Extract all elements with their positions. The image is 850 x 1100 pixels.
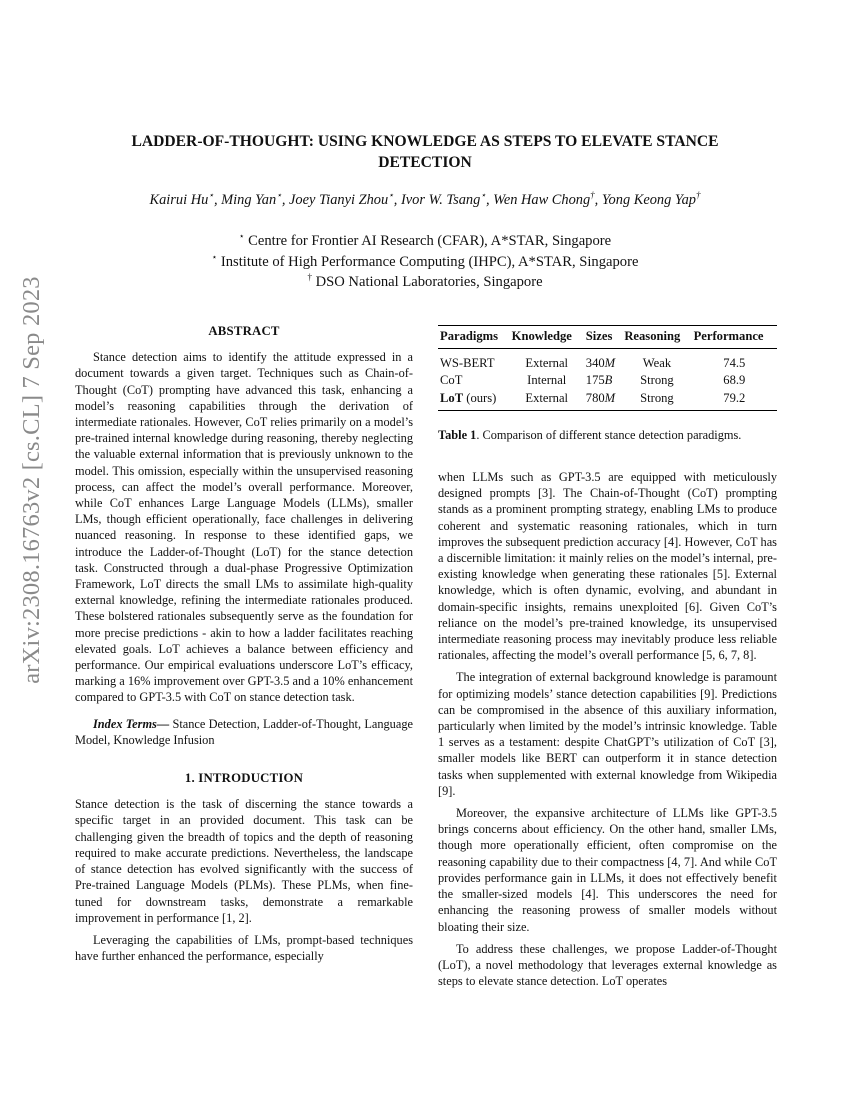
body-paragraph: when LLMs such as GPT-3.5 are equipped with meticulously designed prompts [3]. The Chain-of-Thought (CoT) prompting stands as a prominent prompting strategy, enabling LMs to produce coherent and systematic reasoning rationales, which in turn improves the subsequent prediction accuracy [4]. However, CoT has a discernible limitation: it mainly relies on the model’s internal, pre-existing knowledge when generating these rationales [5]. External knowledge, which is often dynamic, evolving, and abundant in domain-specific insights, remains unexploited [6]. Given CoT’s reliance on the model’s pre-trained knowledge, its unsupervised intermediate reasoning process may inevitably produce less reliable rationales, affecting the model’s overall performance [5, 6, 7, 8]. — [438, 470, 777, 663]
index-terms-label: Index Terms— — [93, 716, 170, 731]
table-cell: 175B — [585, 373, 613, 388]
table-row — [438, 389, 777, 411]
affiliation: ⋆ Institute of High Performance Computing (IHPC), A*STAR, Singapore — [211, 251, 639, 270]
author: Joey Tianyi Zhou⋆ — [289, 190, 394, 208]
table-cell: Weak — [642, 356, 672, 371]
table-caption-text: . Comparison of different stance detection paradigms. — [476, 427, 742, 442]
author-list: Kairui Hu⋆, Ming Yan⋆, Joey Tianyi Zhou⋆, Ivor W. Tsang⋆, Wen Haw Chong†, Yong Keong Yap† — [149, 190, 701, 208]
table-cell: WS-BERT — [440, 356, 495, 371]
affiliation: ⋆ Centre for Frontier AI Research (CFAR), A*STAR, Singapore — [238, 231, 612, 249]
arxiv-sidebar — [10, 276, 54, 684]
paradigm-table — [438, 325, 777, 411]
body-paragraph: To address these challenges, we propose Ladder-of-Thought (LoT), a novel methodology that leverages external knowledge as steps to elevate stance detection. LoT operates — [438, 941, 777, 989]
author: Kairui Hu⋆ — [149, 190, 214, 208]
table-header: Paradigms — [438, 326, 510, 349]
index-terms — [75, 716, 413, 748]
table-cell: Strong — [640, 373, 674, 388]
author: Yong Keong Yap† — [601, 190, 701, 208]
index-terms-text: Stance Detection, Ladder-of-Thought, Language Model, Knowledge Infusion — [75, 716, 413, 747]
table-header: Sizes — [584, 326, 623, 349]
table-cell: 780M — [584, 389, 623, 411]
body-paragraph: Moreover, the expansive architecture of LLMs like GPT-3.5 brings concerns about efficiency. On the other hand, smaller LMs, though more operationally efficient, often compromise on the reasoning capability due to their compactness [4, 7]. And while CoT provides performance gain in LLMs, it does not effectively benefit the smaller-sized models [4]. This underscores the need for enhancing the reasoning prowess of smaller models without bloating their size. — [438, 806, 777, 934]
table-cell: LoT (ours) — [438, 389, 510, 411]
introduction-heading: 1. INTRODUCTION — [184, 771, 304, 786]
table-header: Knowledge — [510, 326, 584, 349]
table-header-row — [438, 326, 777, 349]
table-cell: CoT — [440, 373, 463, 388]
table-cell: 340M — [585, 356, 616, 371]
right-column — [438, 325, 777, 989]
body-paragraph: The integration of external background knowledge is paramount for optimizing models’ stance detection capabilities [9]. Predictions can be compromised in the absence of this auxiliary information, particularly when limited by the model’s intrinsic knowledge. Table 1 serves as a testament: despite ChatGPT’s utilization of CoT [3], smaller models like BERT can outperform it in stance detection tasks when supplemented with external knowledge from Wikipedia [9]. — [438, 670, 777, 798]
table-cell: 74.5 — [723, 356, 746, 371]
table-caption-label: Table 1 — [438, 427, 477, 442]
table-header: Performance — [692, 326, 777, 349]
author: Ivor W. Tsang⋆ — [401, 190, 486, 208]
left-column — [75, 323, 413, 964]
author: Wen Haw Chong† — [493, 190, 595, 208]
arxiv-identifier: arXiv:2308.16763v2 [cs.CL] 7 Sep 2023 — [18, 276, 45, 684]
abstract-heading: ABSTRACT — [208, 324, 280, 338]
table-cell: Internal — [527, 373, 567, 388]
table-cell: External — [525, 356, 569, 371]
table-cell: 79.2 — [692, 389, 777, 411]
table-header: Reasoning — [622, 326, 691, 349]
table-row — [438, 371, 777, 388]
paper-title — [90, 131, 760, 173]
abstract-text: Stance detection aims to identify the attitude expressed in a document towards a given target. Techniques such as Chain-of-Thought (CoT) prompting have advanced this task, enhancing a model’s reasoning capabilities through the derivation of intermediate rationales. However, CoT relies primarily on a model’s pre-trained internal knowledge during reasoning, thereby neglecting the valuable external information that is previously unknown to the model. This omission, especially within the unsupervised reasoning process, can affect the model’s overall performance. Moreover, while CoT enhances Large Language Models (LLMs), smaller LMs, though efficient operationally, face challenges in delivering nuanced reasoning. In response to these identified gaps, we introduce the Ladder-of-Thought (LoT) for the stance detection task. Constructed through a dual-phase Progressive Optimization Framework, LoT directs the small LMs to assimilate high-quality external knowledge, refining the intermediate rationales produced. These bolstered rationales subsequently serve as the foundation for more precise predictions - akin to how a ladder facilitates reaching elevated goals. LoT achieves a balance between efficiency and performance. Our empirical evaluations underscore LoT’s efficacy, marking a 16% improvement over GPT-3.5 and a 10% enhancement compared to GPT-3.5 with CoT on stance detection task. — [75, 350, 413, 705]
table-caption — [438, 427, 777, 443]
title-line-2: DETECTION — [378, 154, 472, 171]
table-row — [438, 349, 777, 372]
author: Ming Yan⋆ — [221, 190, 282, 208]
table-cell: External — [510, 389, 584, 411]
intro-paragraph-2: Leveraging the capabilities of LMs, prompt-based techniques have further enhanced the performance, especially — [75, 932, 413, 964]
table-cell: 68.9 — [723, 373, 746, 388]
affiliation-list — [70, 231, 780, 293]
title-line-1: LADDER-OF-THOUGHT: USING KNOWLEDGE AS STEPS TO ELEVATE STANCE — [131, 133, 719, 150]
intro-paragraph-1: Stance detection is the task of discerning the stance towards a specific target in an provided document. This task can be challenging given the breadth of topics and the depth of reasoning required to make accurate predictions. Nevertheless, the landscape of stance detection has evolved significantly with the success of Pre-trained Language Models (PLMs). These PLMs, when fine-tuned for downstream tasks, demonstrate a remarkable improvement in performance [1, 2]. — [75, 797, 413, 925]
table-cell: Strong — [622, 389, 691, 411]
affiliation: † DSO National Laboratories, Singapore — [307, 272, 543, 290]
